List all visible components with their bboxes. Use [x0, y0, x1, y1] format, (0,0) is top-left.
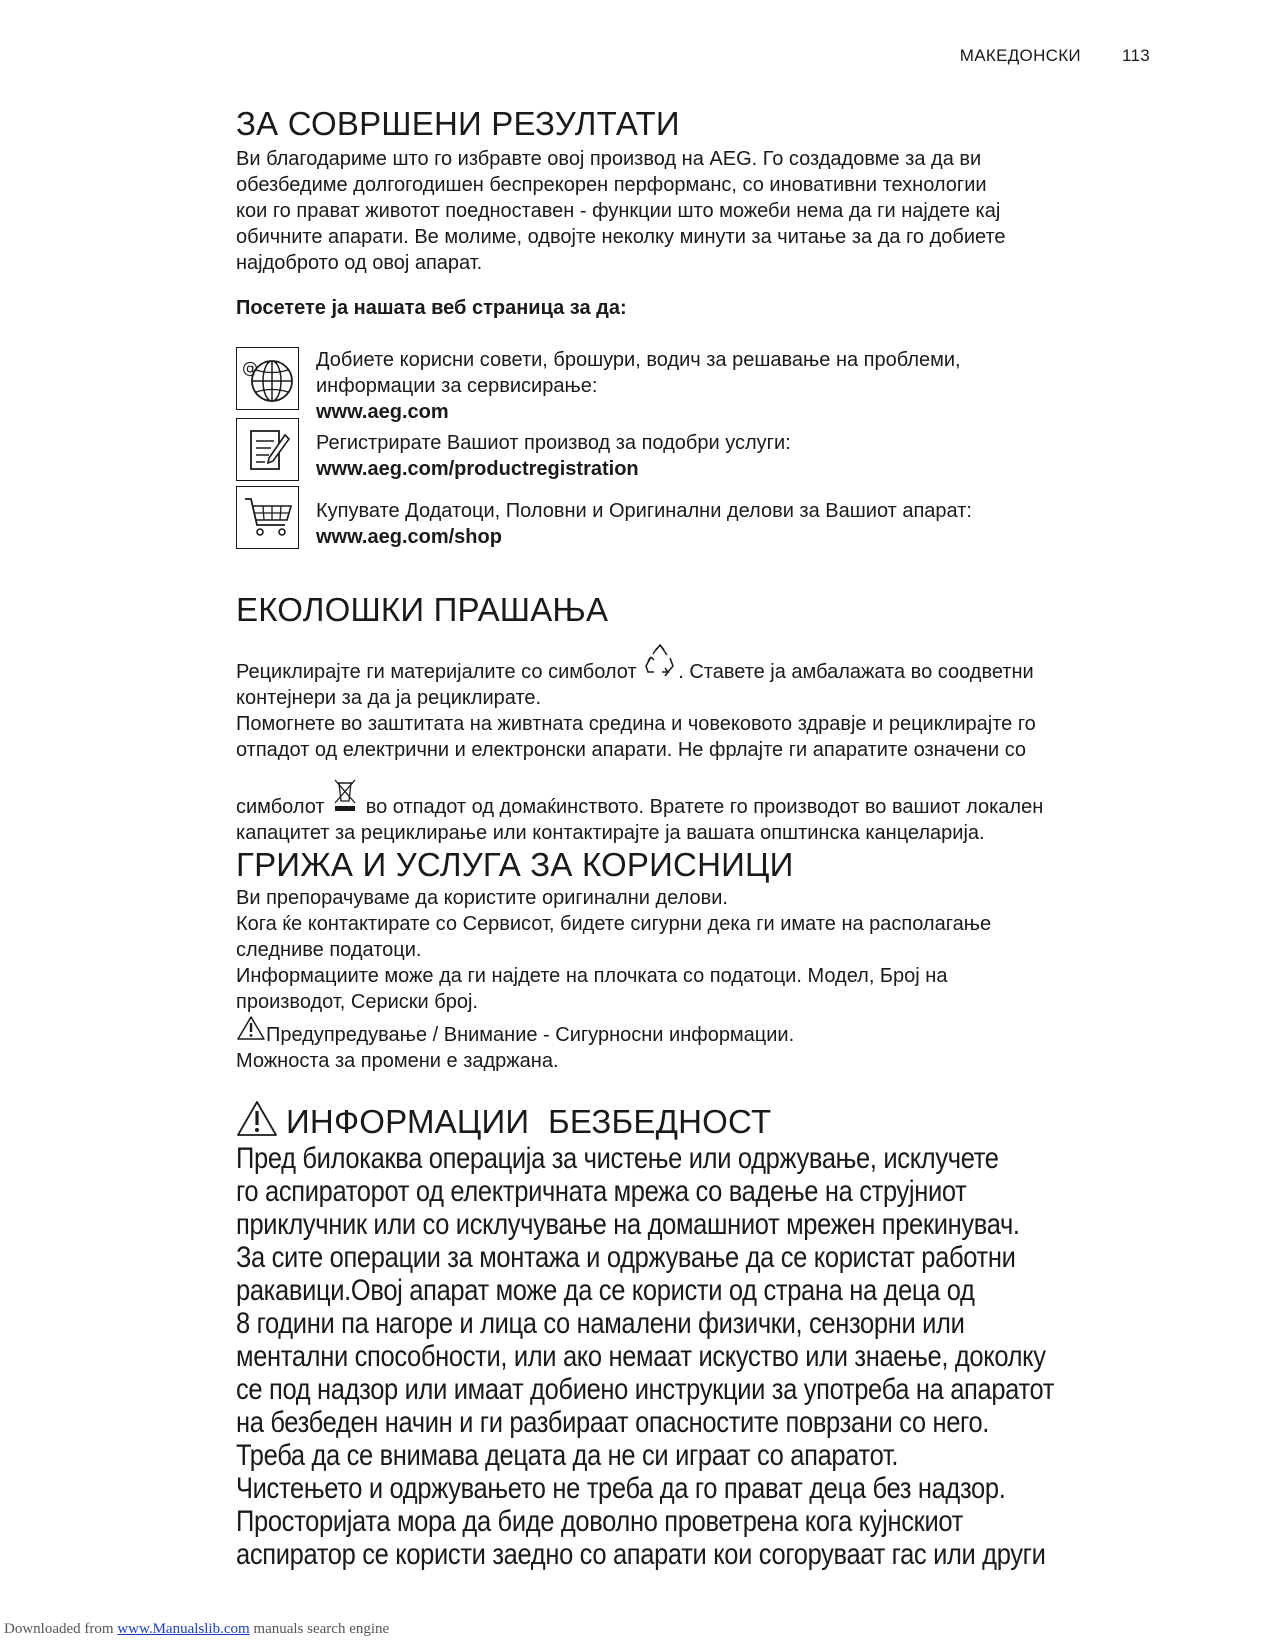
results-line: кои го прават животот поедноставен - функции што можеби нема да ги најдете кај	[236, 200, 1001, 222]
link-aeg[interactable]: www.aeg.com	[316, 401, 449, 423]
safety-line: За сите операции за монтажа и одржување да се користат работни	[236, 1241, 1016, 1274]
results-title: ЗА СОВРШЕНИ РЕЗУЛТАТИ	[236, 105, 680, 142]
warning-icon	[236, 1015, 266, 1048]
care-line: следниве податоци.	[236, 939, 422, 961]
safety-title-row	[236, 1100, 771, 1143]
care-title: ГРИЖА И УСЛУГА ЗА КОРИСНИЦИ	[236, 846, 794, 883]
results-line: Ви благодариме што го избравте овој производ на AEG. Го создадовме за да ви	[236, 148, 982, 170]
page-number: 113	[1121, 46, 1150, 65]
care-line: производот, Сериски број.	[236, 991, 478, 1013]
manualslib-link[interactable]: www.Manualslib.com	[117, 1621, 250, 1637]
download-footer	[4, 1621, 389, 1638]
page-header	[960, 46, 1150, 66]
care-warning-line	[236, 1015, 1151, 1048]
visit-label: Посетете ја нашата веб страница за да:	[236, 297, 627, 319]
safety-line: Пред билокаква операција за чистење или одржување, исклучете	[236, 1142, 999, 1175]
safety-line: ракавици.Овој апарат може да се користи од страна на деца од	[236, 1274, 975, 1307]
service-text: Добиете корисни совети, брошури, водич за решавање на проблеми,	[316, 349, 961, 371]
results-section	[236, 104, 1151, 276]
footer-prefix: Downloaded from	[4, 1621, 118, 1637]
recycle-icon	[642, 642, 678, 685]
warning-icon	[236, 1100, 278, 1143]
registration-icon	[236, 418, 299, 481]
shopping-cart-icon	[236, 486, 299, 549]
safety-line: Просторијата мора да биде доволно проветрена кога кујнскиот	[236, 1505, 963, 1538]
eco-line-4: отпадот од електрични и електронски апарати. Не фрлајте ги апаратите означени со	[236, 739, 1027, 761]
svg-text:@: @	[242, 358, 258, 377]
care-line: Ви препорачуваме да користите оригинални делови.	[236, 887, 728, 909]
safety-line: приклучник или со исклучување на домашниот мрежен прекинувач.	[236, 1208, 1020, 1241]
safety-text	[236, 1142, 1154, 1571]
service-text: информации за сервисирање:	[316, 375, 598, 397]
language-label: МАКЕДОНСКИ	[959, 46, 1081, 65]
safety-title: ИНФОРМАЦИИ БЕЗБЕДНОСТ	[286, 1102, 772, 1140]
eco-title: ЕКОЛОШКИ ПРАШАЊА	[236, 591, 609, 628]
safety-line: го аспираторот од електричната мрежа со вадење на струјниот	[236, 1175, 967, 1208]
eco-section	[236, 590, 1151, 846]
safety-line: Чистењето и одржувањето не треба да го прават деца без надзор.	[236, 1472, 1006, 1505]
care-section	[236, 845, 1151, 1074]
eco-line-5	[236, 777, 1151, 820]
care-last-line: Можноста за промени е задржана.	[236, 1050, 559, 1072]
safety-line: се под надзор или имаат добиено инструкции за употреба на апаратот	[236, 1373, 1055, 1406]
care-line: Кога ќе контактирате со Сервисот, бидете сигурни дека ги имате на располагање	[236, 913, 992, 935]
eco-text: во отпадот од домаќинството. Вратете го производот во вашиот локален	[365, 796, 1044, 818]
results-line: најдоброто од овој апарат.	[236, 252, 483, 274]
link-shop[interactable]: www.aeg.com/shop	[316, 526, 502, 548]
eco-text: . Ставете ја амбалажата во соодветни	[678, 661, 1034, 683]
weee-bin-icon	[332, 777, 358, 820]
service-text: Купувате Додатоци, Половни и Оригинални делови за Вашиот апарат:	[316, 500, 972, 522]
eco-text: Рециклирајте ги материјалите со симболот	[236, 661, 637, 683]
link-product-registration[interactable]: www.aeg.com/productregistration	[316, 458, 639, 480]
safety-line: Треба да се внимава децата да не си играат со апаратот.	[236, 1439, 899, 1472]
care-line: Информациите може да ги најдете на плочката со податоци. Модел, Број на	[236, 965, 948, 987]
results-line: обичните апарати. Ве молиме, одвојте неколку минути за читање за да го добиете	[236, 226, 1006, 248]
eco-line-3: Помогнете во заштитата на живтната средина и човековото здравје и рециклирајте го	[236, 713, 1036, 735]
safety-line: аспиратор се користи заедно со апарати кои согоруваат гас или други	[236, 1538, 1046, 1571]
safety-line: ментални способности, или ако немаат искуство или знаење, доколку	[236, 1340, 1046, 1373]
footer-suffix: manuals search engine	[249, 1621, 390, 1637]
eco-line-6: капацитет за рециклирање или контактирајте ја вашата општинска канцеларија.	[236, 822, 985, 844]
care-warning-text: Предупредување / Внимание - Сигурносни информации.	[266, 1024, 795, 1046]
eco-line-1	[236, 642, 1151, 685]
eco-text: симболот	[236, 796, 325, 818]
globe-icon	[236, 347, 299, 410]
results-line: обезбедиме долгогодишен беспрекорен перформанс, со иновативни технологии	[236, 174, 987, 196]
eco-line-2: контејнери за да ја рециклирате.	[236, 687, 542, 709]
service-text: Регистрирате Вашиот производ за подобри услуги:	[316, 432, 791, 454]
safety-line: на безбеден начин и ги разбираат опасностите поврзани со него.	[236, 1406, 990, 1439]
safety-line: 8 години па нагоре и лица со намалени физички, сензорни или	[236, 1307, 965, 1340]
